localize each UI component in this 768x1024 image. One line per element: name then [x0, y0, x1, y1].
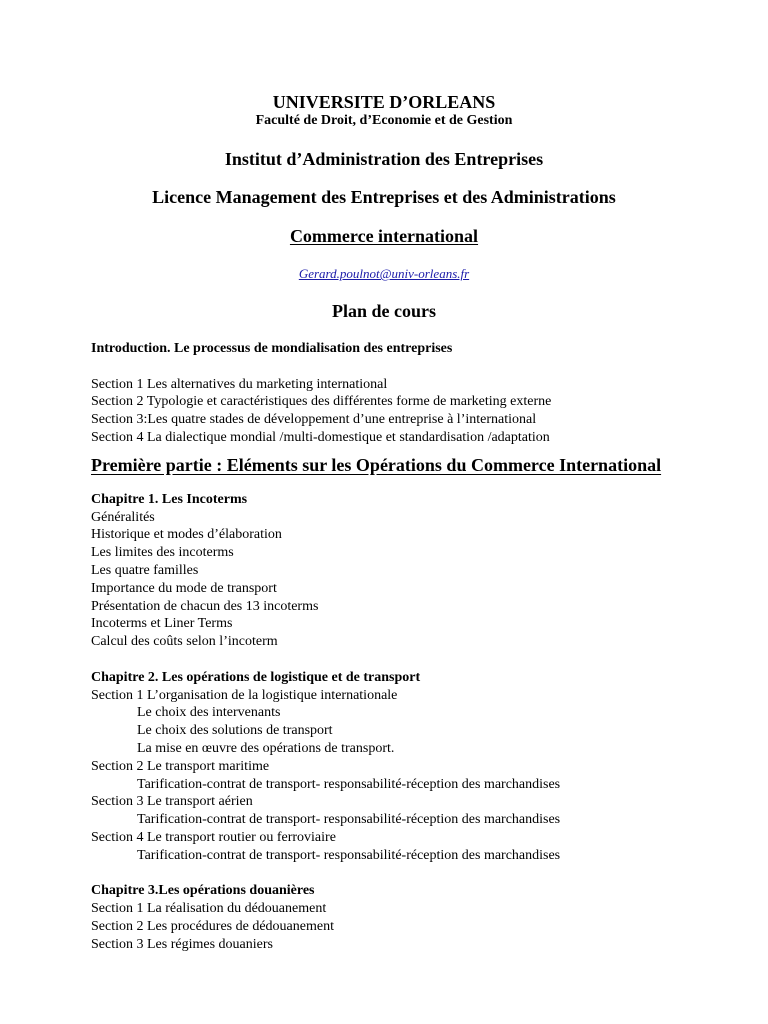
chapter1-item: Les limites des incoterms: [91, 545, 234, 561]
chapter2-section: Section 1 L’organisation de la logistique internationale: [91, 687, 398, 703]
chapter1-item: Généralités: [91, 509, 155, 525]
course-outline: [91, 340, 731, 954]
chapter1-item: Les quatre familles: [91, 562, 199, 578]
chapter1-item: Importance du mode de transport: [91, 580, 277, 596]
chapter2-section: Section 2 Le transport maritime: [91, 758, 270, 774]
plan-title: Plan de cours: [331, 301, 436, 321]
chapter2-subitem: Tarification-contrat de transport- responsabilité-réception des marchandises: [137, 812, 561, 828]
institute-name: Institut d’Administration des Entreprises: [224, 149, 544, 169]
intro-section: Section 4 La dialectique mondial /multi-domestique et standardisation /adaptation: [91, 429, 550, 445]
chapter1-item: Calcul des coûts selon l’incoterm: [91, 634, 278, 650]
intro-section: Section 1 Les alternatives du marketing international: [91, 376, 388, 392]
chapter3-section: Section 3 Les régimes douaniers: [91, 936, 273, 952]
chapter2-subitem: La mise en œuvre des opérations de transport.: [137, 740, 395, 756]
chapter2-subitem: Le choix des intervenants: [137, 705, 281, 721]
university-name: UNIVERSITE D’ORLEANS: [272, 92, 496, 112]
intro-section: Section 2 Typologie et caractéristiques des différentes forme de marketing externe: [91, 394, 552, 410]
chapter3-section: Section 2 Les procédures de dédouanement: [91, 918, 334, 934]
chapter2-title: Chapitre 2. Les opérations de logistique et de transport: [91, 669, 421, 685]
chapter2-subitem: Le choix des solutions de transport: [137, 723, 333, 739]
intro-section: Section 3:Les quatre stades de développement d’une entreprise à l’international: [91, 412, 537, 428]
chapter1-title: Chapitre 1. Les Incoterms: [91, 491, 248, 507]
chapter3-section: Section 1 La réalisation du dédouanement: [91, 901, 327, 917]
chapter1-item: Historique et modes d’élaboration: [91, 527, 282, 543]
licence-title: Licence Management des Entreprises et des Administrations: [152, 187, 616, 207]
chapter3-title: Chapitre 3.Les opérations douanières: [91, 883, 315, 899]
chapter2-section: Section 4 Le transport routier ou ferroviaire: [91, 829, 336, 845]
chapter1-item: Présentation de chacun des 13 incoterms: [91, 598, 319, 614]
email-link[interactable]: Gerard.poulnot@univ-orleans.fr: [298, 266, 470, 281]
course-title: Commerce international: [289, 226, 479, 246]
chapter1-item: Incoterms et Liner Terms: [91, 616, 233, 632]
chapter2-subitem: Tarification-contrat de transport- responsabilité-réception des marchandises: [137, 847, 561, 863]
chapter2-section: Section 3 Le transport aérien: [91, 794, 253, 810]
chapter2-subitem: Tarification-contrat de transport- responsabilité-réception des marchandises: [137, 776, 561, 792]
introduction-title: Introduction. Le processus de mondialisation des entreprises: [91, 341, 453, 356]
faculty-name: Faculté de Droit, d’Economie et de Gestion: [255, 113, 513, 128]
part1-title: Première partie : Eléments sur les Opérations du Commerce International: [91, 454, 662, 475]
